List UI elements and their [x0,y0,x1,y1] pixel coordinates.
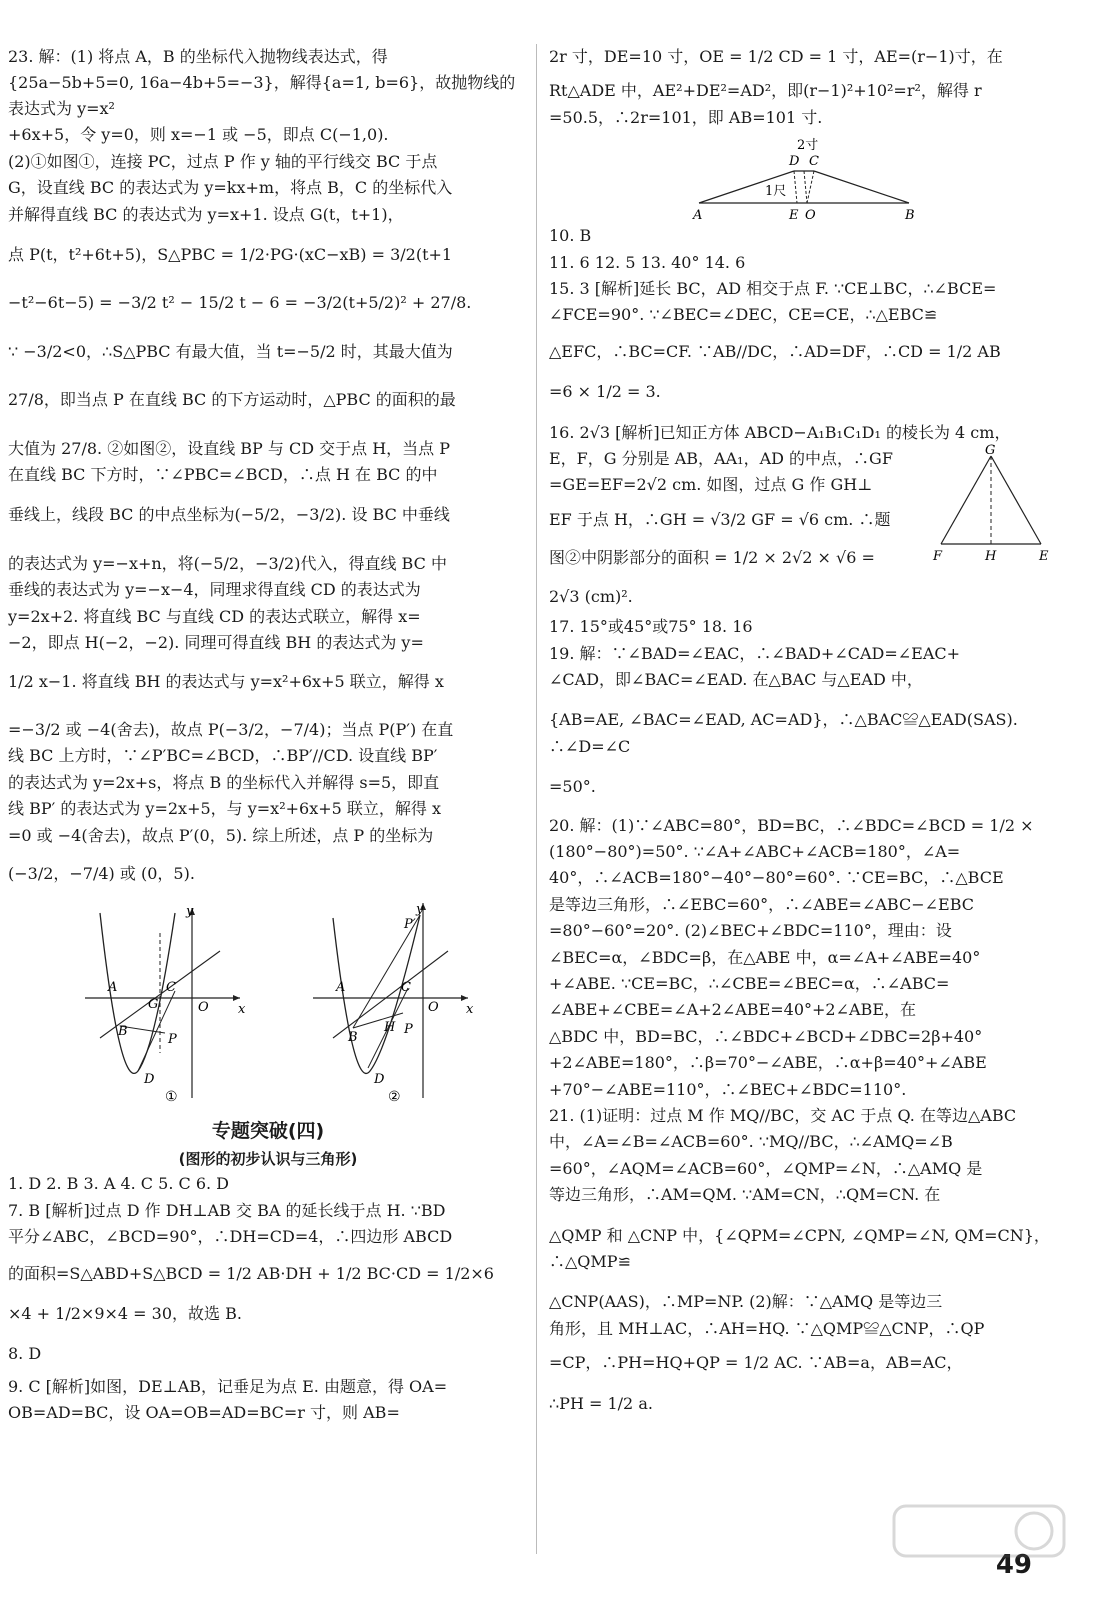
point-label: O [198,1000,209,1016]
text-line: 角形，且 MH⊥AC，∴AH=HQ. ∵△QMP≌△CNP，∴QP [549,1318,985,1338]
text-line: 大值为 27/8. ②如图②，设直线 BP 与 CD 交于点 H，当点 P [8,438,451,458]
text-line: 15. 3 [解析]延长 BC，AD 相交于点 F. ∵CE⊥BC，∴∠BCE= [549,279,997,299]
point-label: C [401,980,411,996]
text-line: 在直线 BC 下方时，∵∠PBC=∠BCD，∴点 H 在 BC 的中 [8,465,438,485]
text-line: {AB=AE, ∠BAC=∠EAD, AC=AD}，∴△BAC≌△EAD(SAS). ∴∠D=∠C [549,710,1018,756]
point-label: D [789,154,800,170]
point-label: H [384,1020,396,1036]
point-label: A [693,208,703,224]
text-line: 40°，∴∠ACB=180°−40°−80°=60°. ∵CE=BC，∴△BCE [549,868,1004,888]
text-line: ×4 + 1/2×9×4 = 30，故选 B. [8,1303,242,1323]
watermark-logo [884,1496,1074,1586]
text-line: =80°−60°=20°. (2)∠BEC+∠BDC=110°，理由：设 [549,921,952,941]
text-line: 的表达式为 y=2x+s，将点 B 的坐标代入并解得 s=5，即直 [8,772,440,792]
text-line: OB=AD=BC，设 OA=OB=AD=BC=r 寸，则 AB= [8,1403,400,1423]
text-line: 垂线的表达式为 y=−x−4，同理求得直线 CD 的表达式为 [8,580,421,600]
section-title: 专题突破(四) [211,1120,325,1143]
text-line: =60°，∠AQM=∠ACB=60°，∠QMP=∠N，∴△AMQ 是 [549,1158,983,1178]
fig-label: 1尺 [765,184,787,200]
answers-line: 1. D 2. B 3. A 4. C 5. C 6. D [8,1174,229,1194]
point-label: B [905,208,915,224]
left-column [8,44,528,1427]
text-line: −2，即点 H(−2，−2). 同理可得直线 BH 的表达式为 y= [8,633,424,653]
text-line: 等边三角形，∴AM=QM. ∵AM=CN，∴QM=CN. 在 [549,1185,941,1205]
axis-label: y [186,904,194,920]
text-line: 图②中阴影部分的面积 = 1/2 × 2√2 × √6 = [549,548,875,568]
text-line: 的面积=S△ABD+S△BCD = 1/2 AB·DH + 1/2 BC·CD = 1/2×6 [8,1263,494,1283]
text-line: +6x+5，令 y=0，则 x=−1 或 −5，即点 C(−1,0). [8,125,389,145]
text-line: −t²−6t−5) = −3/2 t² − 15/2 t − 6 = −3/2(t+5/2)² + 27/8. [8,293,472,313]
point-label: A [108,980,118,996]
text-line: =−3/2 或 −4(舍去)，故点 P(−3/2，−7/4)；当点 P(P′) 在直 [8,719,454,739]
point-label: E [789,208,799,224]
text-line: ∴PH = 1/2 a. [549,1393,653,1413]
text-line: +70°−∠ABE=110°，∴∠BEC+∠BDC=110°. [549,1079,907,1099]
q16-block [549,420,1069,610]
right-column [549,44,1069,1417]
text-line: 10. B [549,226,592,246]
parabola-figure-1 [80,903,250,1103]
text-line: (−3/2，−7/4) 或 (0，5). [8,863,195,883]
point-label: P [168,1032,177,1048]
text-line: 9. C [解析]如图，DE⊥AB，记垂足为点 E. 由题意，得 OA= [8,1376,448,1396]
text-line: (180°−80°)=50°. ∵∠A+∠ABC+∠ACB=180°，∠A= [549,841,961,861]
point-label: P′ [404,917,416,933]
text-line: ∵ −3/2<0，∴S△PBC 有最大值，当 t=−5/2 时，其最大值为 [8,341,453,361]
text-line: 2√3 (cm)². [549,586,633,606]
text-line: △QMP 和 △CNP 中，{∠QPM=∠CPN, ∠QMP=∠N, QM=CN}，∴△QMP≌ [549,1225,1050,1272]
text-line: y=2x+2. 将直线 BC 与直线 CD 的表达式联立，解得 x= [8,606,421,626]
text-line: 21. (1)证明：过点 M 作 MQ//BC，交 AC 于点 Q. 在等边△ABC [549,1106,1017,1125]
column-divider [536,44,537,1554]
figure-caption: ② [388,1089,401,1104]
parabola-figure-2 [308,903,478,1103]
text-line: △BDC 中，BD=BC，∴∠BDC+∠BCD+∠DBC=2β+40° [549,1026,983,1046]
text-line: =50°. [549,777,596,797]
text-line: 19. 解：∵∠BAD=∠EAC，∴∠BAD+∠CAD=∠EAC+ [549,643,961,663]
text-line: 点 P(t，t²+6t+5)，S△PBC = 1/2·PG·(xC−xB) = 3/2(t+1 [8,245,453,265]
text-line: ∠BEC=α，∠BDC=β，在△ABE 中，α=∠A+∠ABE=40° [549,947,981,967]
point-label: H [985,548,997,564]
triangle-figure [929,444,1059,569]
text-line: +∠ABE. ∵CE=BC，∴∠CBE=∠BEC=α，∴∠ABC= [549,973,950,993]
text-line: =6 × 1/2 = 3. [549,382,661,402]
axis-label: y [416,903,424,918]
text-line: 垂线上，线段 BC 的中点坐标为(−5/2，−3/2). 设 BC 中垂线 [8,505,450,525]
text-line: G，设直线 BC 的表达式为 y=kx+m，将点 B，C 的坐标代入 [8,178,453,198]
text-line: ∠FCE=90°. ∵∠BEC=∠DEC，CE=CE，∴△EBC≌ [549,305,938,325]
figure-caption: ① [165,1089,178,1104]
point-label: C [809,154,819,170]
text-line: =CP，∴PH=HQ+QP = 1/2 AC. ∵AB=a，AB=AC， [549,1353,963,1373]
point-label: B [118,1024,128,1040]
axis-label: x [238,1002,246,1018]
axis-label: x [466,1002,474,1018]
text-line: ∠CAD，即∠BAC=∠EAD. 在△BAC 与△EAD 中， [549,669,923,689]
text-line: 11. 6 12. 5 13. 40° 14. 6 [549,252,746,272]
text-line: 中，∠A=∠B=∠ACB=60°. ∵MQ//BC，∴∠AMQ=∠B [549,1132,953,1152]
text-line: 27/8，即当点 P 在直线 BC 的下方运动时，△PBC 的面积的最 [8,390,456,410]
point-label: O [805,208,816,224]
point-label: O [428,1000,439,1016]
text-line: =GE=EF=2√2 cm. 如图，过点 G 作 GH⊥ [549,475,873,495]
text-line: 的表达式为 y=−x+n，将(−5/2，−3/2)代入，得直线 BC 中 [8,553,447,573]
text-line: △EFC，∴BC=CF. ∵AB//DC，∴AD=DF，∴CD = 1/2 AB [549,341,1001,361]
point-label: E [1039,548,1049,564]
point-label: D [144,1072,155,1088]
text-line: E，F，G 分别是 AB，AA₁，AD 的中点，∴GF [549,449,893,469]
text-line: =50.5，∴2r=101，即 AB=101 寸. [549,107,823,127]
text-line: 并解得直线 BC 的表达式为 y=x+1. 设点 G(t，t+1)， [8,204,404,224]
text-line: =0 或 −4(舍去)，故点 P′(0，5). 综上所述，点 P 的坐标为 [8,825,434,845]
parabola-figures [8,903,528,1113]
point-label: P [404,1022,413,1038]
text-line: EF 于点 H，∴GH = √3/2 GF = √6 cm. ∴题 [549,509,891,529]
text-line: 23. 解：(1) 将点 A，B 的坐标代入抛物线表达式，得 [8,47,388,66]
text-line: 20. 解：(1)∵∠ABC=80°，BD=BC，∴∠BDC=∠BCD = 1/2 × [549,815,1034,835]
text-line: 16. 2√3 [解析]已知正方体 ABCD−A₁B₁C₁D₁ 的棱长为 4 cm， [549,422,1011,442]
point-label: C [166,980,176,996]
point-label: B [348,1030,358,1046]
text-line: △CNP(AAS)，∴MP=NP. (2)解：∵△AMQ 是等边三 [549,1292,943,1312]
q23-solution [8,44,528,887]
text-line: {25a−5b+5=0, 16a−4b+5=−3}，解得{a=1, b=6}，故抛物线的表达式为 y=x² [8,73,516,119]
point-label: G [148,997,159,1013]
text-line: 1/2 x−1. 将直线 BH 的表达式与 y=x²+6x+5 联立，解得 x [8,671,444,691]
text-line: 7. B [解析]过点 D 作 DH⊥AB 交 BA 的延长线于点 H. ∵BD [8,1200,446,1220]
point-label: A [336,980,346,996]
text-line: +2∠ABE=180°，∴β=70°−∠ABE，∴α+β=40°+∠ABE [549,1053,987,1073]
text-line: ∠ABE+∠CBE=∠A+2∠ABE=40°+2∠ABE，在 [549,1000,916,1020]
text-line: 17. 15°或45°或75° 18. 16 [549,617,753,637]
point-label: G [985,443,996,458]
text-line: 线 BP′ 的表达式为 y=2x+5，与 y=x²+6x+5 联立，解得 x [8,799,442,819]
fig-label: 2寸 [797,138,819,154]
point-label: F [933,548,943,564]
section-subtitle: (图形的初步认识与三角形) [178,1150,358,1169]
text-line: 8. D [8,1344,42,1364]
text-line: 是等边三角形，∴∠EBC=60°，∴∠ABE=∠ABC−∠EBC [549,894,975,914]
page-number: 49 [995,1550,1032,1580]
text-line: Rt△ADE 中，AE²+DE²=AD²，即(r−1)²+10²=r²，解得 r [549,81,982,101]
text-line: 2r 寸，DE=10 寸，OE = 1/2 CD = 1 寸，AE=(r−1)寸，在 [549,47,1003,66]
text-line: 线 BC 上方时，∵∠P′BC=∠BCD，∴BP′//CD. 设直线 BP′ [8,746,438,766]
point-label: D [374,1072,385,1088]
text-line: 平分∠ABC，∠BCD=90°，∴DH=CD=4，∴四边形 ABCD [8,1227,453,1247]
text-line: (2)①如图①，连接 PC，过点 P 作 y 轴的平行线交 BC 于点 [8,151,438,171]
bridge-figure [689,133,929,223]
